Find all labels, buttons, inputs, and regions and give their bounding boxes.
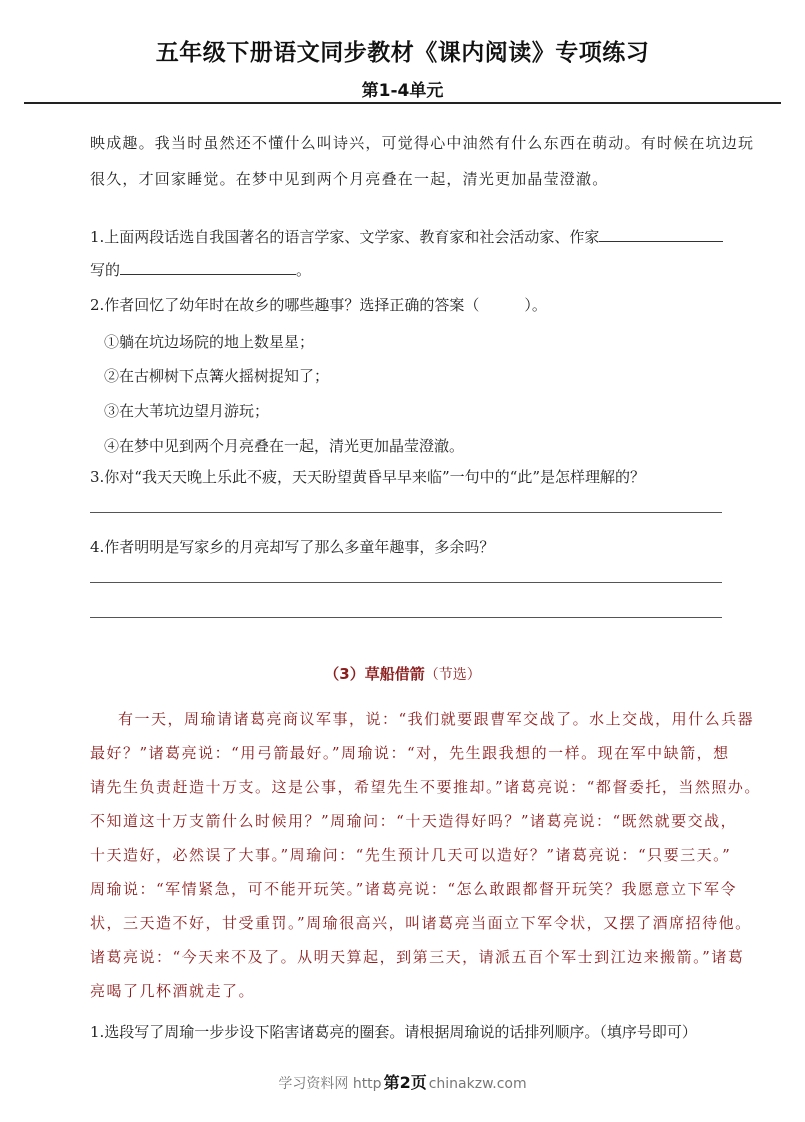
question-1-prefix: 写的: [90, 261, 121, 279]
option-3: ③在大苇坑边望月游玩；: [104, 402, 270, 420]
section-number: （3）: [324, 665, 365, 683]
passage-line: 映成趣。我当时虽然还不懂什么叫诗兴，可觉得心中油然有什么东西在萌动。有时候在坑边玩: [90, 134, 755, 152]
question-3: 3.你对“我天天晚上乐此不疲，天天盼望黄昏早早来临”一句中的“此”是怎样理解的？: [90, 468, 645, 486]
story-line: 周瑜说：“军情紧急，可不能开玩笑。”诸葛亮说：“怎么敢跟都督开玩笑？我愿意立下军令: [90, 880, 738, 898]
page-footer: [0, 1070, 805, 1093]
question-2: 2.作者回忆了幼年时在故乡的哪些趣事？选择正确的答案（ ）。: [90, 296, 547, 314]
option-4: ④在梦中见到两个月亮叠在一起，清光更加晶莹澄澈。: [104, 437, 465, 455]
question-4: 4.作者明明是写家乡的月亮却写了那么多童年趣事，多余吗？: [90, 538, 495, 556]
section-name: 草船借箭: [364, 665, 425, 683]
option-1: ①躺在坑边场院的地上数星星；: [104, 333, 315, 351]
answer-line[interactable]: [90, 512, 722, 513]
section-title: [0, 663, 805, 684]
answer-blank[interactable]: [120, 260, 296, 275]
footer-watermark-left: 学习资料网 http: [278, 1076, 382, 1092]
answer-line[interactable]: [90, 617, 722, 618]
story-line: 不知道这十万支箭什么时候用？”周瑜问：“十天造得好吗？”诸葛亮说：“既然就要交战，: [90, 812, 738, 830]
answer-blank[interactable]: [599, 227, 723, 242]
story-line: 请先生负责赶造十万支。这是公事，希望先生不要推却。”诸葛亮说：“都督委托，当然照办。: [90, 778, 761, 796]
story-line: 最好？”诸葛亮说：“用弓箭最好。”周瑜说：“对，先生跟我想的一样。现在军中缺箭，想: [90, 744, 730, 762]
section3-question-1: 1.选段写了周瑜一步步设下陷害诸葛亮的圈套。请根据周瑜说的话排列顺序。（填序号即可）: [90, 1023, 697, 1041]
page-title: 五年级下册语文同步教材《课内阅读》专项练习: [155, 40, 650, 66]
section-note: （节选）: [424, 667, 481, 683]
question-1-text: 1.上面两段话选自我国著名的语言学家、文学家、教育家和社会活动家、作家: [90, 228, 600, 246]
story-line: 十天造好，必然误了大事。”周瑜问：“先生预计几天可以造好？”诸葛亮说：“只要三天。”: [90, 846, 732, 864]
header-divider: [24, 102, 781, 104]
page-number: 第2页: [383, 1073, 427, 1092]
option-2: ②在古柳树下点篝火摇树捉知了；: [104, 367, 330, 385]
story-line: 有一天，周瑜请诸葛亮商议军事，说：“我们就要跟曹军交战了。水上交战，用什么兵器: [118, 710, 755, 728]
answer-line[interactable]: [90, 582, 722, 583]
story-line: 状，三天造不好，甘受重罚。”周瑜很高兴，叫诸葛亮当面立下军令状，又摆了酒席招待他。: [90, 914, 752, 932]
question-1-suffix: 。: [296, 261, 312, 279]
question-1: [90, 226, 723, 247]
story-line: 亮喝了几杯酒就走了。: [90, 982, 256, 1000]
unit-subtitle: 第1-4单元: [361, 81, 444, 101]
story-line: 诸葛亮说：“今天来不及了。从明天算起，到第三天，请派五百个军士到江边来搬箭。”诸葛: [90, 948, 745, 966]
footer-watermark-right: chinakzw.com: [428, 1076, 527, 1092]
passage-line: 很久，才回家睡觉。在梦中见到两个月亮叠在一起，清光更加晶莹澄澈。: [90, 170, 609, 188]
question-1-cont: [90, 259, 311, 280]
